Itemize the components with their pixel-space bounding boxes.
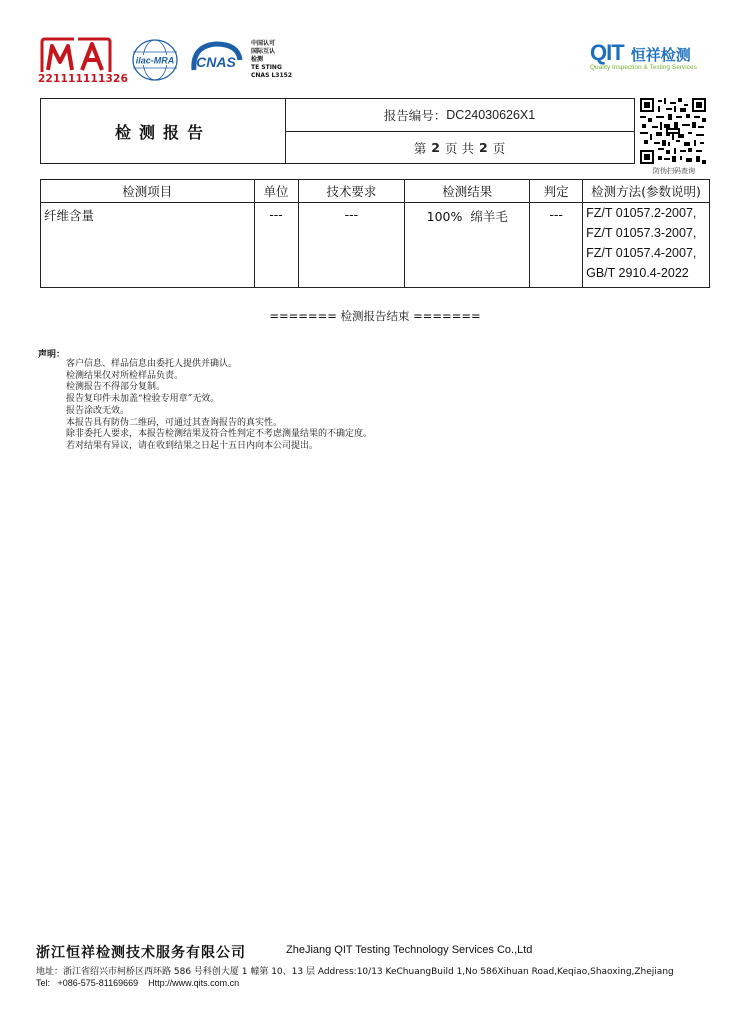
svg-text:CNAS: CNAS [196,54,236,70]
method-line: FZ/T 01057.3-2007, [586,226,697,240]
report-number: DC24030626X1 [446,108,536,122]
report-number-row [285,99,634,132]
method-line: GB/T 2910.4-2022 [586,266,689,280]
cell-requirement: --- [298,203,405,288]
report-end-marker: ======= 检测报告结束 ======= [269,309,481,323]
cnas-line-4: TE STING [251,64,282,71]
anti-counterfeit-qr-code[interactable] [640,98,706,164]
statement-item: 报告复印件未加盖“检验专用章”无效。 [66,394,220,405]
cnas-accreditation-text [251,40,292,80]
col-header-method: 检测方法(参数说明) [583,180,710,203]
statement-item: 客户信息、样品信息由委托人提供并确认。 [66,359,238,369]
report-title-box [40,98,635,164]
page-suffix: 页 [492,140,506,156]
col-header-result: 检测结果 [405,180,530,203]
statement-item: 除非委托人要求，本报告检测结果及符合性判定不考虑测量结果的不确定度。 [66,429,373,440]
statement-item: 本报告具有防伪二维码，可通过其查询报告的真实性。 [66,417,283,428]
footer-tel-and-website-link[interactable]: Tel: +086-575-81169669 Http://www.qits.com.cn [36,978,240,988]
table-header-row [41,180,710,203]
statement-item: 报告涂改无效。 [66,405,130,416]
ilac-mra-logo [130,38,180,82]
cell-method [583,203,710,288]
qr-caption: 防伪扫码查询 [653,167,695,175]
cnas-line-2: 国际互认 [251,48,276,55]
report-title: 检测报告 [41,99,286,163]
page-current: 2 [431,140,440,155]
cell-judgement: --- [530,203,583,288]
qit-cn-name: 恒祥检测 [630,46,691,64]
cnas-line-3: 检测 [251,56,264,63]
cell-unit: --- [254,203,298,288]
statement-item: 检测报告不得部分复制。 [66,382,166,393]
statement-heading: 声明： [38,350,66,360]
qit-brand: QIT [590,40,624,65]
method-line: FZ/T 01057.2-2007, [586,206,697,220]
page-total: 2 [478,140,488,155]
cnas-logo [188,40,244,80]
statement-list [66,359,372,453]
footer-contact [36,978,239,988]
svg-text:ilac-MRA: ilac-MRA [135,55,175,66]
cell-result: 100% 绵羊毛 [405,203,530,288]
results-table [40,179,710,288]
statement-item: 若对结果有异议，请在收到结果之日起十五日内向本公司提出。 [66,440,319,451]
footer-address: 地址：浙江省绍兴市柯桥区西环路 586 号科创大厦 1 幢第 10、13 层 Address:10/13 KeChuangBuild 1,No 586Xihuan Road,Keqiao,Shaoxing,Zhejiang [36,967,674,977]
col-header-requirement: 技术要求 [298,180,405,203]
page-indicator [285,132,634,163]
col-header-unit: 单位 [254,180,298,203]
footer-company-en: ZheJiang QIT Testing Technology Services Co.,Ltd [286,944,533,956]
cnas-line-5: CNAS L3152 [251,72,293,79]
cnas-line-1: 中国认可 [251,40,276,47]
page-mid: 页 共 [445,140,474,156]
cell-item: 纤维含量 [41,203,255,288]
col-header-item: 检测项目 [41,180,255,203]
cma-number: 221111111326 [38,73,129,85]
footer-company-cn: 浙江恒祥检测技术服务有限公司 [36,945,246,961]
statement-item: 检测结果仅对所检样品负责。 [66,370,184,381]
table-row [41,203,710,288]
page-prefix: 第 [413,140,427,156]
col-header-judgement: 判定 [530,180,583,203]
method-line: FZ/T 01057.4-2007, [586,246,697,260]
qit-slogan: Quality Inspection & Testing Services [590,64,697,71]
report-number-label: 报告编号： [383,108,447,123]
